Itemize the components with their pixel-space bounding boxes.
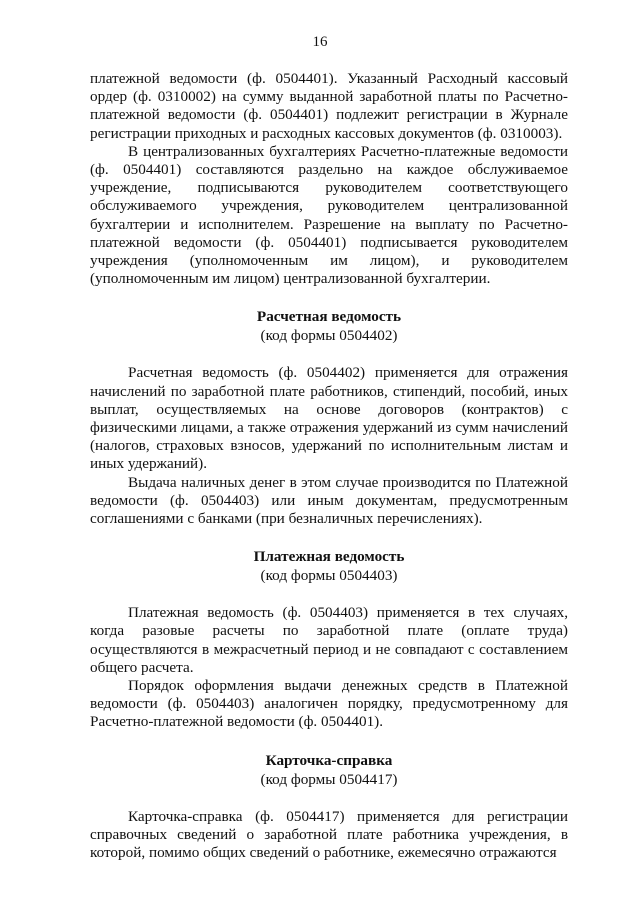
paragraph: Расчетная ведомость (ф. 0504402) применяется для отражения начислений по заработной плате работников, стипендий, пособий, иных выплат, осуществляемых на основе договоров (контрактов) с физическими лицами, а также отражения удержаний из сумм начислений (налогов, страховых взносов, удержаний по исполнительным листам и иных удержаний). bbox=[90, 364, 568, 473]
document-body bbox=[90, 70, 568, 862]
section-title: Расчетная ведомость bbox=[256, 308, 402, 326]
paragraph: Выдача наличных денег в этом случае производится по Платежной ведомости (ф. 0504403) или иным документам, предусмотренным соглашениями с банками (при безналичных перечислениях). bbox=[90, 473, 568, 528]
section-title: Платежная ведомость bbox=[253, 548, 405, 566]
form-code: (код формы 0504417) bbox=[260, 770, 398, 788]
paragraph-continuation: платежной ведомости (ф. 0504401). Указанный Расходный кассовый ордер (ф. 0310002) на сумму выданной заработной платы по Расчетно-платежной ведомости (ф. 0504401) подлежит регистрации в Журнале регистрации приходных и расходных кассовых документов (ф. 0310003). bbox=[90, 70, 568, 142]
paragraph: Платежная ведомость (ф. 0504403) применяется в тех случаях, когда разовые расчеты по заработной плате (оплате труда) осуществляются в межрасчетный период и не совпадают с составлением общего расчета. bbox=[90, 604, 568, 676]
section-heading-reference-card bbox=[90, 751, 568, 789]
section-heading-payment-statement bbox=[90, 547, 568, 585]
page-number: 16 bbox=[312, 34, 328, 50]
paragraph: Карточка-справка (ф. 0504417) применяется для регистрации справочных сведений о заработной плате работника учреждения, в которой, помимо общих сведений о работнике, ежемесячно отражаются bbox=[90, 807, 568, 862]
paragraph: Порядок оформления выдачи денежных средств в Платежной ведомости (ф. 0504403) аналогичен порядку, предусмотренному для Расчетно-платежной ведомости (ф. 0504401). bbox=[90, 677, 568, 731]
form-code: (код формы 0504403) bbox=[260, 567, 398, 585]
section-heading-payroll-statement bbox=[90, 307, 568, 345]
form-code: (код формы 0504402) bbox=[260, 327, 398, 345]
paragraph-centralized-accounting: В централизованных бухгалтериях Расчетно-платежные ведомости (ф. 0504401) составляются раздельно на каждое обслуживаемое учреждение, подписываются руководителем соответствующего обслуживаемого учреждения, руководителем централизованной бухгалтерии и исполнителем. Разрешение на выплату по Расчетно-платежной ведомости (ф. 0504401) подписывается руководителем учреждения (уполномоченным им лицом), и руководителем (уполномоченным им лицом) централизованной бухгалтерии. bbox=[90, 142, 568, 288]
section-title: Карточка-справка bbox=[265, 751, 393, 769]
